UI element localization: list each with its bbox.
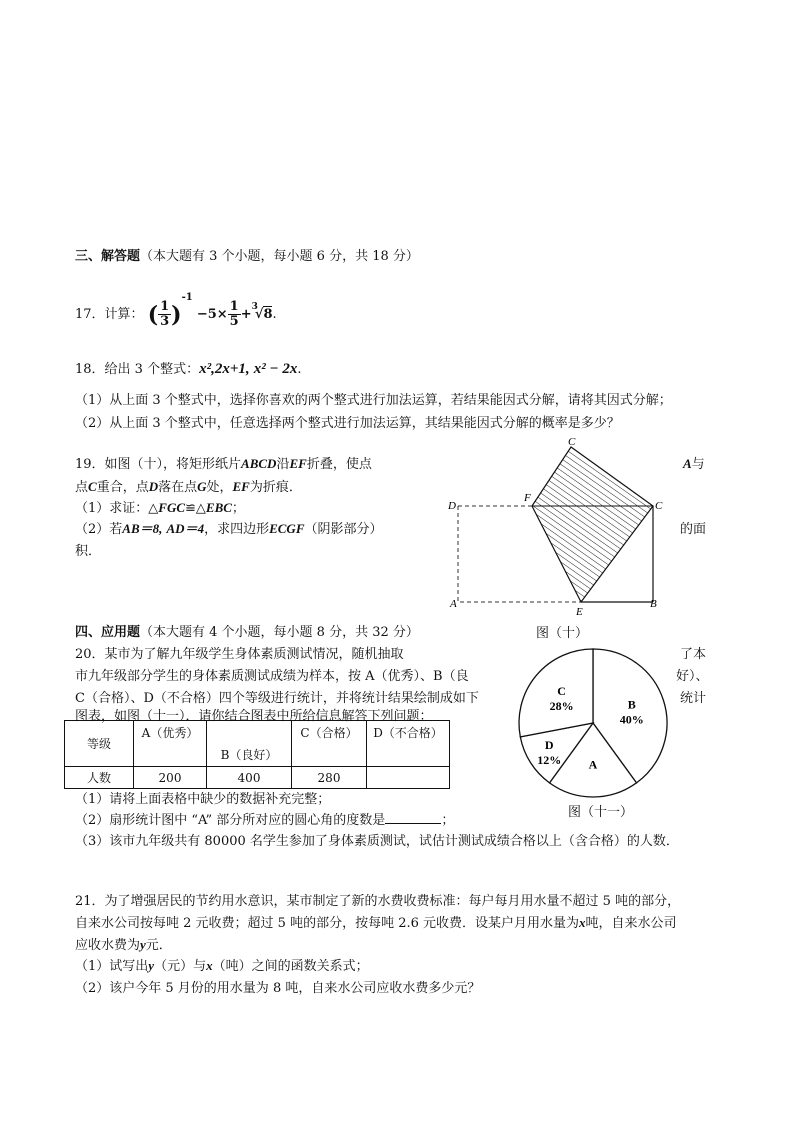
shaded-quadrilateral-ecgf	[532, 447, 653, 602]
section3-heading: 三、解答题	[75, 249, 141, 264]
q17-root-index: 3	[251, 302, 258, 312]
q20-line3-tail: 统计	[680, 691, 707, 706]
pie-label-b: B	[627, 697, 636, 712]
pie-label-c: C	[557, 684, 566, 699]
pie-chart	[515, 645, 675, 805]
q18-expr2: x² − 2x	[253, 361, 298, 377]
q17-radicand: 8	[263, 307, 273, 322]
grade-table	[64, 720, 450, 789]
q20-part3: （3）该市九年级共有 80000 名学生参加了身体素质测试，试估计测试成绩合格以上（含合格）的人数．	[75, 834, 679, 849]
figure-10-rectangle-fold	[440, 435, 680, 620]
q20-line4: 图表，如图（十一）．请你结合图表中所给信息解答下列问题：	[75, 709, 433, 724]
q17-exponent: -1	[181, 292, 193, 303]
q18-expr1: x²,2x+1,	[199, 361, 250, 377]
q18-part1: （1）从上面 3 个整式中，选择你喜欢的两个整式进行加法运算，若结果能因式分解，请将其因式分解；	[75, 393, 672, 408]
q17-plus: +	[240, 307, 252, 322]
section3-note: （本大题有 3 个小题，每小题 6 分，共 18 分）	[140, 249, 419, 264]
pie-label-a: A	[588, 757, 598, 772]
header-a: A（优秀）	[134, 721, 207, 767]
q20-part2: （2）扇形统计图中 “A” 部分所对应的圆心角的度数是 ；	[75, 813, 455, 828]
q19-line1-tail: A与	[683, 456, 705, 472]
q20-part1: （1）请将上面表格中缺少的数据补充完整；	[75, 792, 331, 807]
q19-part2: （2）若AB＝8, AD＝4，求四边形ECGF（阴影部分）	[75, 521, 383, 537]
question-17	[75, 278, 277, 329]
q19-part2-tail: 的面	[680, 522, 707, 537]
q17-label: 17．计算：	[75, 307, 144, 322]
q21-line1: 21．为了增强居民的节约用水意识，某市制定了新的水费收费标准：每户每月用水量不超过 5 吨的部分，	[75, 894, 681, 909]
q19-part2-tail2: 积．	[75, 544, 102, 559]
figure-11-caption: 图（十一）	[568, 805, 634, 820]
section4-title	[75, 621, 419, 640]
header-c: C（合格）	[292, 721, 367, 767]
q18-end: .	[297, 362, 302, 377]
q17-minus5: −5×	[196, 307, 228, 322]
q20-line2: 市九年级部分学生的身体素质测试成绩为样本，按 A（优秀）、B（良	[75, 669, 469, 684]
label-F: F	[524, 492, 531, 504]
q21-line2: 自来水公司按每吨 2 元收费；超过 5 吨的部分，按每吨 2.6 元收费．设某户月用水量为x吨，自来水公司	[75, 915, 677, 931]
label-E: E	[576, 606, 583, 618]
q21-part2: （2）该户今年 5 月份的用水量为 8 吨，自来水公司应收水费多少元？	[75, 981, 481, 996]
q17-paren-close: )	[171, 301, 182, 328]
answer-blank	[385, 811, 441, 824]
q21-line3: 应收水费为y元．	[75, 937, 172, 953]
cell-d-count	[367, 767, 450, 789]
pie-slices	[519, 649, 667, 797]
q19-line1: 19．如图（十），将矩形纸片ABCD沿EF折叠，使点	[75, 456, 372, 472]
header-b: B（良好）	[207, 721, 292, 767]
q17-frac-1-3: $\frac{1}{3}$	[160, 299, 170, 329]
section3-title	[75, 245, 419, 264]
table-row	[65, 767, 450, 789]
section4-heading: 四、应用题	[75, 625, 141, 640]
q20-line3: C（合格）、D（不合格）四个等级进行统计，并将统计结果绘制成如下	[75, 691, 479, 706]
q21-part1: （1）试写出y（元）与x（吨）之间的函数关系式；	[75, 958, 369, 974]
q17-paren-open: (	[147, 301, 159, 328]
label-A: A	[450, 598, 457, 610]
q17-end: .	[272, 307, 277, 322]
header-grade: 等级	[65, 721, 134, 767]
pie-value-b: 40%	[619, 712, 644, 727]
pie-label-d: D	[544, 737, 554, 752]
q19-part1: （1）求证：△FGC≌△EBC；	[75, 500, 245, 516]
q20-line1-tail: 了本	[680, 647, 707, 662]
label-B: B	[650, 598, 657, 610]
row-label-count: 人数	[65, 767, 134, 789]
cell-c-count: 280	[292, 767, 367, 789]
header-d: D（不合格）	[367, 721, 450, 767]
cell-a-count: 200	[134, 767, 207, 789]
cell-b-count: 400	[207, 767, 292, 789]
label-G: C	[568, 436, 576, 448]
q20-line1: 20．某市为了解九年级学生身体素质测试情况，随机抽取	[75, 647, 404, 662]
q17-frac-1-5: $\frac{1}{5}$	[229, 299, 239, 329]
pie-value-d: 12%	[537, 752, 562, 767]
label-D: D	[448, 500, 456, 512]
q18-part2: （2）从上面 3 个整式中，任意选择两个整式进行加法运算，其结果能因式分解的概率是多少？	[75, 416, 620, 431]
question-18-stem	[75, 358, 302, 378]
pie-slice-c	[519, 649, 593, 737]
q17-sqrt-sign: √	[254, 307, 264, 322]
figure-10-caption: 图（十）	[536, 626, 589, 641]
pie-value-c: 28%	[549, 699, 574, 714]
q19-line2: 点C重合，点D落在点G处，EF为折痕．	[75, 479, 302, 495]
label-C: C	[655, 500, 663, 512]
section4-note: （本大题有 4 个小题，每小题 8 分，共 32 分）	[140, 625, 419, 640]
q18-stem: 18．给出 3 个整式：	[75, 362, 200, 377]
q20-line2-tail: 好）、	[676, 669, 709, 684]
